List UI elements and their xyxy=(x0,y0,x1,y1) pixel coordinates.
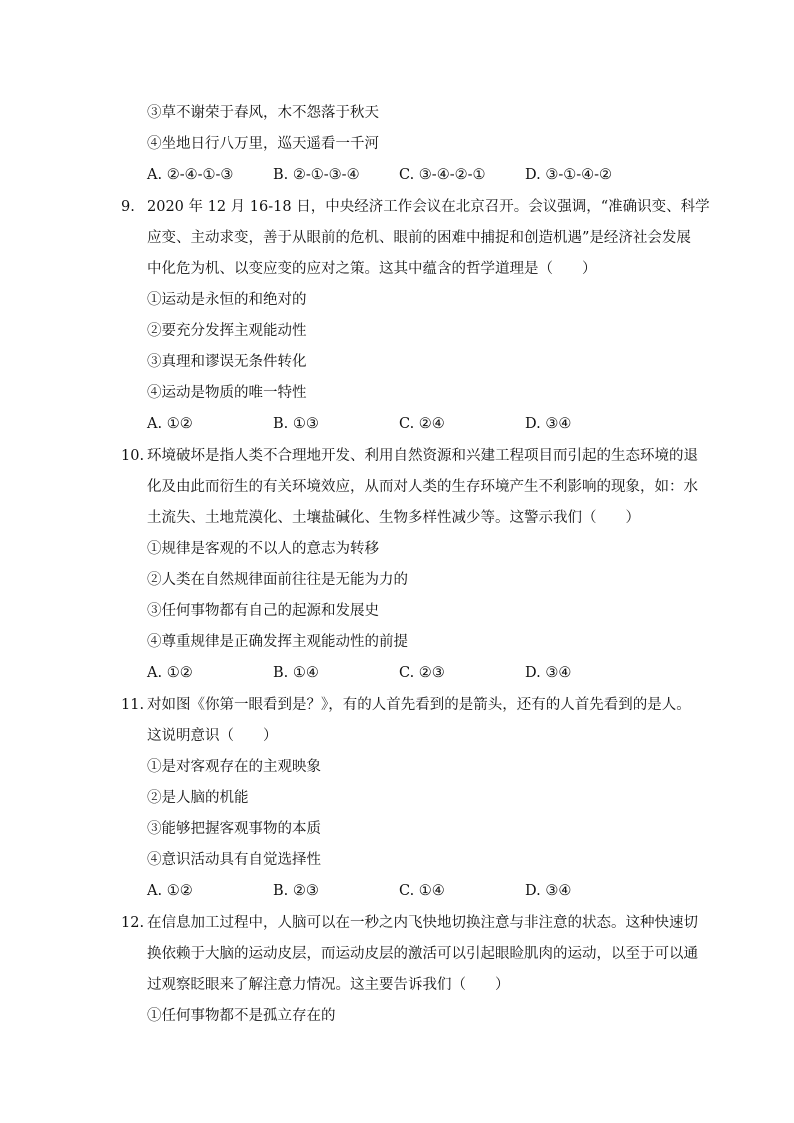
q10-item-3: ③任何事物都有自己的起源和发展史 xyxy=(147,603,379,619)
q11-stem-line-1: 对如图《你第一眼看到是？》，有的人首先看到的是箭头，还有的人首先看到的是人。 xyxy=(147,697,691,713)
q10-option-c[interactable]: C. ②③ xyxy=(399,665,445,681)
q9-item-1: ①运动是永恒的和绝对的 xyxy=(147,292,307,308)
q9-option-a[interactable]: A. ①② xyxy=(147,416,193,432)
q11-option-a[interactable]: A. ①② xyxy=(147,883,193,899)
q9-stem-line-3: 中化危为机、以变应变的应对之策。这其中蕴含的哲学道理是（ ） xyxy=(147,261,597,277)
q10-stem-line-1: 环境破坏是指人类不合理地开发、利用自然资源和兴建工程项目而引起的生态环境的退 xyxy=(147,448,698,464)
q10-number: 10. xyxy=(121,448,145,464)
q12-item-1: ①任何事物都不是孤立存在的 xyxy=(147,1008,336,1024)
q9-stem-line-2: 应变、主动求变，善于从眼前的危机、眼前的困难中捕捉和创造机遇”是经济社会发展 xyxy=(147,230,691,246)
q9-stem-line-1: 2020 年 12 月 16-18 日，中央经济工作会议在北京召开。会议强调，“准确识变、科学 xyxy=(147,199,710,215)
q12-stem-line-3: 过观察眨眼来了解注意力情况。这主要告诉我们（ ） xyxy=(147,977,510,993)
q8-options xyxy=(147,165,667,185)
q8-option-d[interactable]: D. ③-①-④-② xyxy=(525,167,613,183)
q8-option-c[interactable]: C. ③-④-②-① xyxy=(399,167,486,183)
q10-option-d[interactable]: D. ③④ xyxy=(525,665,572,681)
q11-item-1: ①是对客观存在的主观映象 xyxy=(147,759,321,775)
q9-option-d[interactable]: D. ③④ xyxy=(525,416,572,432)
q9-item-2: ②要充分发挥主观能动性 xyxy=(147,323,307,339)
q9-options xyxy=(147,414,667,434)
q9-item-4: ④运动是物质的唯一特性 xyxy=(147,385,307,401)
q11-stem-line-2: 这说明意识（ ） xyxy=(147,728,278,744)
q8-option-b[interactable]: B. ②-①-③-④ xyxy=(273,167,360,183)
q11-option-b[interactable]: B. ②③ xyxy=(273,883,319,899)
q10-item-1: ①规律是客观的不以人的意志为转移 xyxy=(147,541,379,557)
q10-option-a[interactable]: A. ①② xyxy=(147,665,193,681)
q11-options xyxy=(147,881,667,901)
q10-option-b[interactable]: B. ①④ xyxy=(273,665,319,681)
q11-item-2: ②是人脑的机能 xyxy=(147,790,249,806)
q12-number: 12. xyxy=(121,915,145,931)
q10-stem-line-3: 土流失、土地荒漠化、土壤盐碱化、生物多样性减少等。这警示我们（ ） xyxy=(147,510,640,526)
q8-option-a[interactable]: A. ②-④-①-③ xyxy=(147,167,234,183)
q8-item-4: ④坐地日行八万里，巡天遥看一千河 xyxy=(147,136,379,152)
q11-number: 11. xyxy=(121,697,145,713)
q11-item-4: ④意识活动具有自觉选择性 xyxy=(147,852,321,868)
q11-option-d[interactable]: D. ③④ xyxy=(525,883,572,899)
q8-item-3: ③草不谢荣于春风，木不怨落于秋天 xyxy=(147,105,379,121)
q10-item-4: ④尊重规律是正确发挥主观能动性的前提 xyxy=(147,634,408,650)
q11-option-c[interactable]: C. ①④ xyxy=(399,883,445,899)
q9-option-b[interactable]: B. ①③ xyxy=(273,416,319,432)
q9-number: 9. xyxy=(121,199,135,215)
q12-stem-line-2: 换依赖于大脑的运动皮层，而运动皮层的激活可以引起眼睑肌肉的运动，以至于可以通 xyxy=(147,946,698,962)
q9-option-c[interactable]: C. ②④ xyxy=(399,416,445,432)
q11-item-3: ③能够把握客观事物的本质 xyxy=(147,821,321,837)
q9-item-3: ③真理和谬误无条件转化 xyxy=(147,354,307,370)
q10-item-2: ②人类在自然规律面前往往是无能为力的 xyxy=(147,572,408,588)
q12-stem-line-1: 在信息加工过程中，人脑可以在一秒之内飞快地切换注意与非注意的状态。这种快速切 xyxy=(147,915,698,931)
q10-stem-line-2: 化及由此而衍生的有关环境效应，从而对人类的生存环境产生不利影响的现象，如：水 xyxy=(147,479,698,495)
q10-options xyxy=(147,663,667,683)
